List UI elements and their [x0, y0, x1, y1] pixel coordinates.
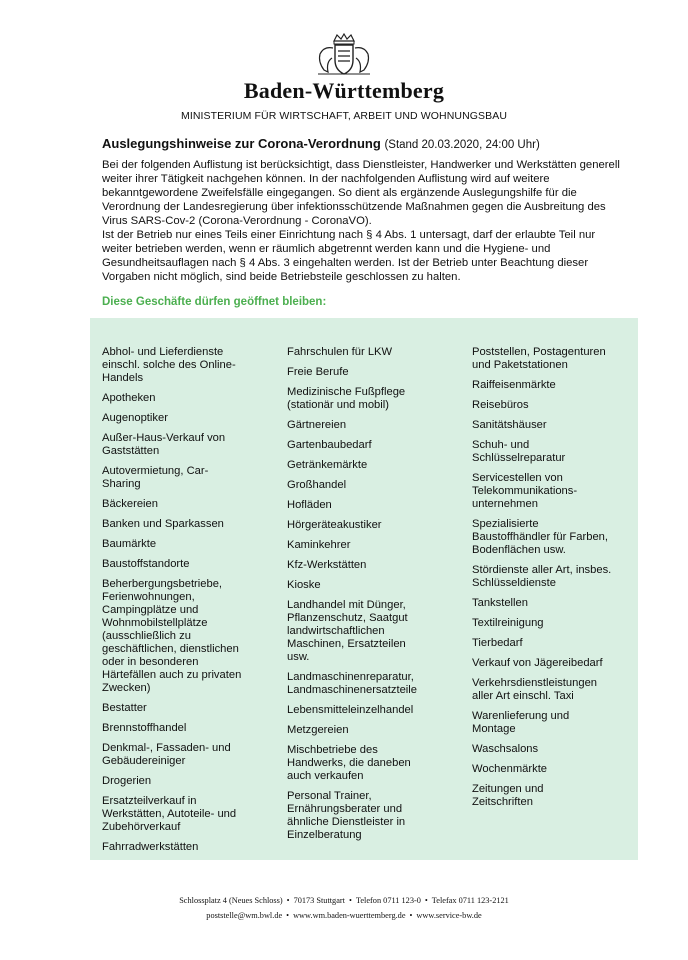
footer-email-link[interactable]: poststelle@wm.bwl.de — [206, 911, 283, 920]
shop-item: Medizinische Fußpflege (stationär und mobil) — [287, 386, 406, 411]
shop-item: Zeitungen und Zeitschriften — [472, 783, 544, 808]
footer-web-link-2[interactable]: www.service-bw.de — [416, 911, 482, 920]
shop-item: Wochenmärkte — [472, 763, 548, 775]
shop-item: Getränkemärkte — [287, 459, 368, 471]
shop-item: Landhandel mit Dünger, Pflanzenschutz, Saatgut landwirtschaftlichen Maschinen, Ersatzteilen usw. — [287, 599, 408, 663]
shop-item: Verkauf von Jägereibedarf — [472, 657, 603, 669]
footer-city: 70173 Stuttgart — [293, 896, 345, 905]
ministry-name: MINISTERIUM FÜR WIRTSCHAFT, ARBEIT UND WOHNUNGSBAU — [180, 110, 508, 122]
footer-bullet: • — [286, 911, 290, 920]
footer-phone: Telefon 0711 123-0 — [355, 896, 421, 905]
shop-item: Waschsalons — [472, 743, 539, 755]
shop-item: Raiffeisenmärkte — [472, 379, 556, 391]
shop-item: Tankstellen — [472, 597, 528, 609]
shop-item: Baumärkte — [102, 538, 157, 550]
shop-item: Apotheken — [102, 392, 156, 404]
footer-web-link-1[interactable]: www.wm.baden-wuerttemberg.de — [293, 911, 406, 920]
shop-item: Autovermietung, Car- Sharing — [102, 465, 209, 490]
shop-item: Mischbetriebe des Handwerks, die daneben auch verkaufen — [287, 744, 411, 782]
shop-item: Kaminkehrer — [287, 539, 351, 551]
shop-item: Bestatter — [102, 702, 147, 714]
footer-bullet: • — [424, 896, 428, 905]
shop-item: Tierbedarf — [472, 637, 523, 649]
shop-item: Großhandel — [287, 479, 347, 491]
shop-item: Abhol- und Lieferdienste einschl. solche des Online- Handels — [102, 346, 236, 384]
shop-item: Personal Trainer, Ernährungsberater und ähnliche Dienstleister in Einzelberatung — [287, 790, 406, 841]
intro-paragraph-2: Ist der Betrieb nur eines Teils einer Einrichtung nach § 4 Abs. 1 untersagt, darf der erlaubte Teil nur weiter betrieben werden, wenn er räumlich abgetrennt werden kann und die Hygiene- und Gesundheitsauflagen nach § 4 Abs. 3 eingehalten werden. Ist der Betrieb unter Beachtung dieser Vorgaben nicht möglich, sind beide Betriebsteile geschlossen zu halten. — [102, 229, 596, 283]
shop-item: Warenlieferung und Montage — [472, 710, 570, 735]
shop-item: Gärtnereien — [287, 419, 347, 431]
footer-bullet: • — [286, 896, 290, 905]
shop-item: Fahrradwerkstätten — [102, 841, 199, 853]
footer-bullet: • — [348, 896, 352, 905]
shop-column-2 — [287, 346, 457, 849]
footer-address: Schlossplatz 4 (Neues Schloss) — [179, 896, 283, 905]
shop-item: Verkehrsdienstleistungen aller Art einschl. Taxi — [472, 677, 598, 702]
shop-item: Servicestellen von Telekommunikations- unternehmen — [472, 472, 578, 510]
shop-item: Schuh- und Schlüsselreparatur — [472, 439, 566, 464]
shop-item: Kioske — [287, 579, 321, 591]
shop-item: Bäckereien — [102, 498, 158, 510]
list-heading: Diese Geschäfte dürfen geöffnet bleiben: — [102, 296, 327, 308]
coat-of-arms-icon — [308, 32, 380, 76]
state-name: Baden-Württemberg — [243, 78, 445, 103]
shop-item: Gartenbaubedarf — [287, 439, 372, 451]
shop-item: Freie Berufe — [287, 366, 349, 378]
shop-column-3 — [472, 346, 632, 816]
footer-contact-line — [0, 911, 688, 920]
shop-item: Augenoptiker — [102, 412, 168, 424]
shop-item: Beherbergungsbetriebe, Ferienwohnungen, Campingplätze und Wohnmobilstellplätze (ausschließlich zu geschäftlichen, dienstlichen oder in besonderen Härtefällen auch zu privaten Zwecken) — [102, 578, 242, 694]
shop-item: Hofläden — [287, 499, 332, 511]
intro-text — [102, 158, 622, 284]
shop-item: Kfz-Werkstätten — [287, 559, 367, 571]
shop-item: Metzgereien — [287, 724, 349, 736]
shop-item: Spezialisierte Baustoffhändler für Farben, Bodenflächen usw. — [472, 518, 608, 556]
shop-item: Hörgeräteakustiker — [287, 519, 382, 531]
shop-item: Außer-Haus-Verkauf von Gaststätten — [102, 432, 226, 457]
document-title — [102, 136, 540, 151]
title-main: Auslegungshinweise zur Corona-Verordnung — [102, 136, 381, 151]
intro-paragraph-1: Bei der folgenden Auflistung ist berücksichtigt, dass Dienstleister, Handwerker und Werkstätten generell weiter ihrer Tätigkeit nachgehen können. In der nachfolgenden Auflistung wird auf weitere bekanntgewordene Zweifelsfälle eingegangen. So dient als ergänzende Auslegungshilfe für die Verordnung der Landesregierung über infektionsschützende Maßnahmen gegen die Ausbreitung des Virus SARS-Cov-2 (Corona-Verordnung - CoronaVO). — [102, 159, 620, 227]
title-stand: (Stand 20.03.2020, 24:00 Uhr) — [384, 139, 540, 151]
shop-item: Reisebüros — [472, 399, 529, 411]
shop-item: Textilreinigung — [472, 617, 544, 629]
footer-fax: Telefax 0711 123-2121 — [431, 896, 509, 905]
shop-item: Drogerien — [102, 775, 152, 787]
shop-item: Lebensmitteleinzelhandel — [287, 704, 414, 716]
footer-address-line — [0, 896, 688, 905]
shop-item: Fahrschulen für LKW — [287, 346, 393, 358]
shop-item: Stördienste aller Art, insbes. Schlüsseldienste — [472, 564, 612, 589]
shop-item: Landmaschinenreparatur, Landmaschinenersatzteile — [287, 671, 417, 696]
shop-item: Brennstoffhandel — [102, 722, 187, 734]
shop-item: Poststellen, Postagenturen und Paketstationen — [472, 346, 606, 371]
shop-item: Denkmal-, Fassaden- und Gebäudereiniger — [102, 742, 231, 767]
footer-bullet: • — [409, 911, 413, 920]
shop-item: Ersatzteilverkauf in Werkstätten, Autoteile- und Zubehörverkauf — [102, 795, 237, 833]
shop-column-1 — [102, 346, 272, 861]
shop-item: Banken und Sparkassen — [102, 518, 224, 530]
shop-item: Baustoffstandorte — [102, 558, 190, 570]
shop-item: Sanitätshäuser — [472, 419, 547, 431]
